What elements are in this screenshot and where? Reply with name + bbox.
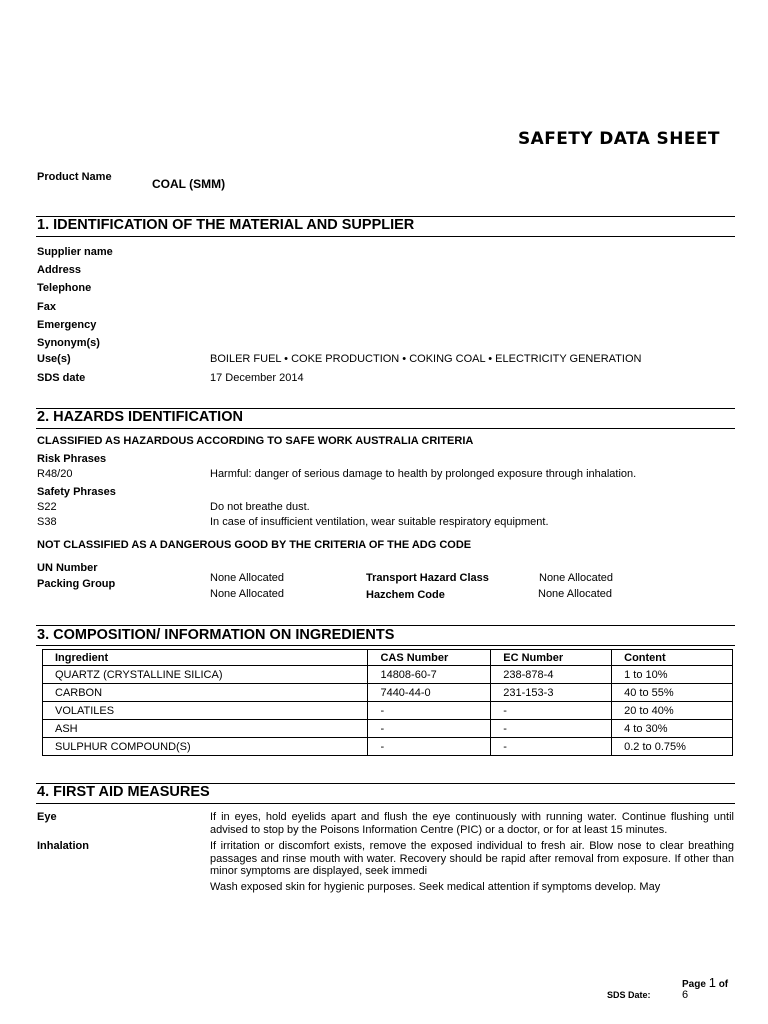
packing-group-label: Packing Group — [37, 578, 116, 590]
un-number-label: UN Number — [37, 562, 98, 574]
column-header-cas-number: CAS Number — [368, 650, 491, 666]
product-name-value: COAL (SMM) — [152, 177, 226, 191]
section-4-heading: 4. FIRST AID MEASURES — [37, 784, 210, 800]
cas-number-cell: - — [368, 702, 491, 720]
safety-phrase-text-s38: In case of insufficient ventilation, wear suitable respiratory equipment. — [210, 516, 549, 528]
address-label: Address — [37, 264, 82, 276]
section-2-bottom-rule — [36, 428, 735, 429]
column-header-content: Content — [612, 650, 733, 666]
safety-phrase-text-s22: Do not breathe dust. — [210, 501, 310, 513]
ec-number-cell: - — [491, 738, 612, 756]
table-row — [43, 702, 733, 720]
ingredients-table — [42, 649, 733, 756]
section-2-heading: 2. HAZARDS IDENTIFICATION — [37, 409, 243, 425]
section-1-bottom-rule — [36, 236, 735, 237]
ingredient-cell: ASH — [43, 720, 368, 738]
content-cell: 20 to 40% — [612, 702, 733, 720]
content-cell: 4 to 30% — [612, 720, 733, 738]
skin-first-aid-text: Wash exposed skin for hygienic purposes. Seek medical attention if symptoms develop. May — [210, 881, 661, 893]
table-row — [43, 720, 733, 738]
content-cell: 1 to 10% — [612, 666, 733, 684]
sds-date-label: SDS date — [37, 372, 86, 384]
content-cell: 0.2 to 0.75% — [612, 738, 733, 756]
document-title: SAFETY DATA SHEET — [518, 129, 720, 149]
ingredient-cell: VOLATILES — [43, 702, 368, 720]
ec-number-cell: - — [491, 702, 612, 720]
eye-label: Eye — [37, 811, 57, 823]
cas-number-cell: - — [368, 738, 491, 756]
ingredient-cell: SULPHUR COMPOUND(S) — [43, 738, 368, 756]
product-name-label: Product Name — [37, 171, 112, 183]
inhalation-first-aid-text: If irritation or discomfort exists, remove the exposed individual to fresh air. Blow nose to clear breathing passages and rinse mouth with water. Recovery should be rapid after removal from exposure. If other than minor symptoms are displayed, seek immedi — [210, 840, 734, 877]
table-row — [43, 684, 733, 702]
footer-sds-date-label: SDS Date: — [607, 990, 651, 1000]
section-4-bottom-rule — [36, 803, 735, 804]
safety-phrase-code-s22: S22 — [37, 501, 57, 513]
inhalation-label: Inhalation — [37, 840, 89, 852]
page-label: Page — [682, 979, 706, 990]
packing-group-value: None Allocated — [210, 588, 284, 600]
column-header-ingredient: Ingredient — [43, 650, 368, 666]
supplier-name-label: Supplier name — [37, 246, 113, 258]
hazard-classification: CLASSIFIED AS HAZARDOUS ACCORDING TO SAFE WORK AUSTRALIA CRITERIA — [37, 435, 474, 447]
uses-label: Use(s) — [37, 353, 71, 365]
section-3-top-rule — [36, 625, 735, 626]
hazchem-code-value: None Allocated — [538, 588, 612, 600]
transport-hazard-class-value: None Allocated — [539, 572, 613, 584]
page-of-label: of — [718, 979, 729, 990]
section-3-heading: 3. COMPOSITION/ INFORMATION ON INGREDIENTS — [37, 627, 395, 643]
cas-number-cell: 14808-60-7 — [368, 666, 491, 684]
ec-number-cell: - — [491, 720, 612, 738]
uses-value: BOILER FUEL • COKE PRODUCTION • COKING COAL • ELECTRICITY GENERATION — [210, 353, 642, 365]
sds-date-value: 17 December 2014 — [210, 372, 304, 384]
risk-phrase-code: R48/20 — [37, 468, 73, 480]
page-number: 1 — [708, 975, 716, 990]
synonyms-label: Synonym(s) — [37, 337, 100, 349]
total-pages: 6 — [682, 989, 689, 1001]
table-row — [43, 738, 733, 756]
un-number-value: None Allocated — [210, 572, 284, 584]
ingredient-cell: QUARTZ (CRYSTALLINE SILICA) — [43, 666, 368, 684]
safety-phrase-code-s38: S38 — [37, 516, 57, 528]
content-cell: 40 to 55% — [612, 684, 733, 702]
page-indicator — [682, 975, 728, 990]
ec-number-cell: 231-153-3 — [491, 684, 612, 702]
hazchem-code-label: Hazchem Code — [366, 589, 445, 601]
risk-phrase-text: Harmful: danger of serious damage to health by prolonged exposure through inhalation. — [210, 468, 637, 480]
cas-number-cell: - — [368, 720, 491, 738]
ec-number-cell: 238-878-4 — [491, 666, 612, 684]
adg-classification: NOT CLASSIFIED AS A DANGEROUS GOOD BY THE CRITERIA OF THE ADG CODE — [37, 539, 472, 551]
table-row — [43, 666, 733, 684]
telephone-label: Telephone — [37, 282, 92, 294]
fax-label: Fax — [37, 301, 56, 313]
emergency-label: Emergency — [37, 319, 97, 331]
section-1-heading: 1. IDENTIFICATION OF THE MATERIAL AND SUPPLIER — [37, 217, 415, 233]
risk-phrases-label: Risk Phrases — [37, 453, 107, 465]
section-3-bottom-rule — [36, 645, 735, 646]
transport-hazard-class-label: Transport Hazard Class — [366, 572, 489, 584]
ingredient-cell: CARBON — [43, 684, 368, 702]
table-header-row — [43, 650, 733, 666]
safety-phrases-label: Safety Phrases — [37, 486, 116, 498]
cas-number-cell: 7440-44-0 — [368, 684, 491, 702]
column-header-ec-number: EC Number — [491, 650, 612, 666]
eye-first-aid-text: If in eyes, hold eyelids apart and flush the eye continuously with running water. Continue flushing until advised to stop by the Poisons Information Centre (PIC) or a doctor, or for at least 15 minutes. — [210, 811, 734, 836]
